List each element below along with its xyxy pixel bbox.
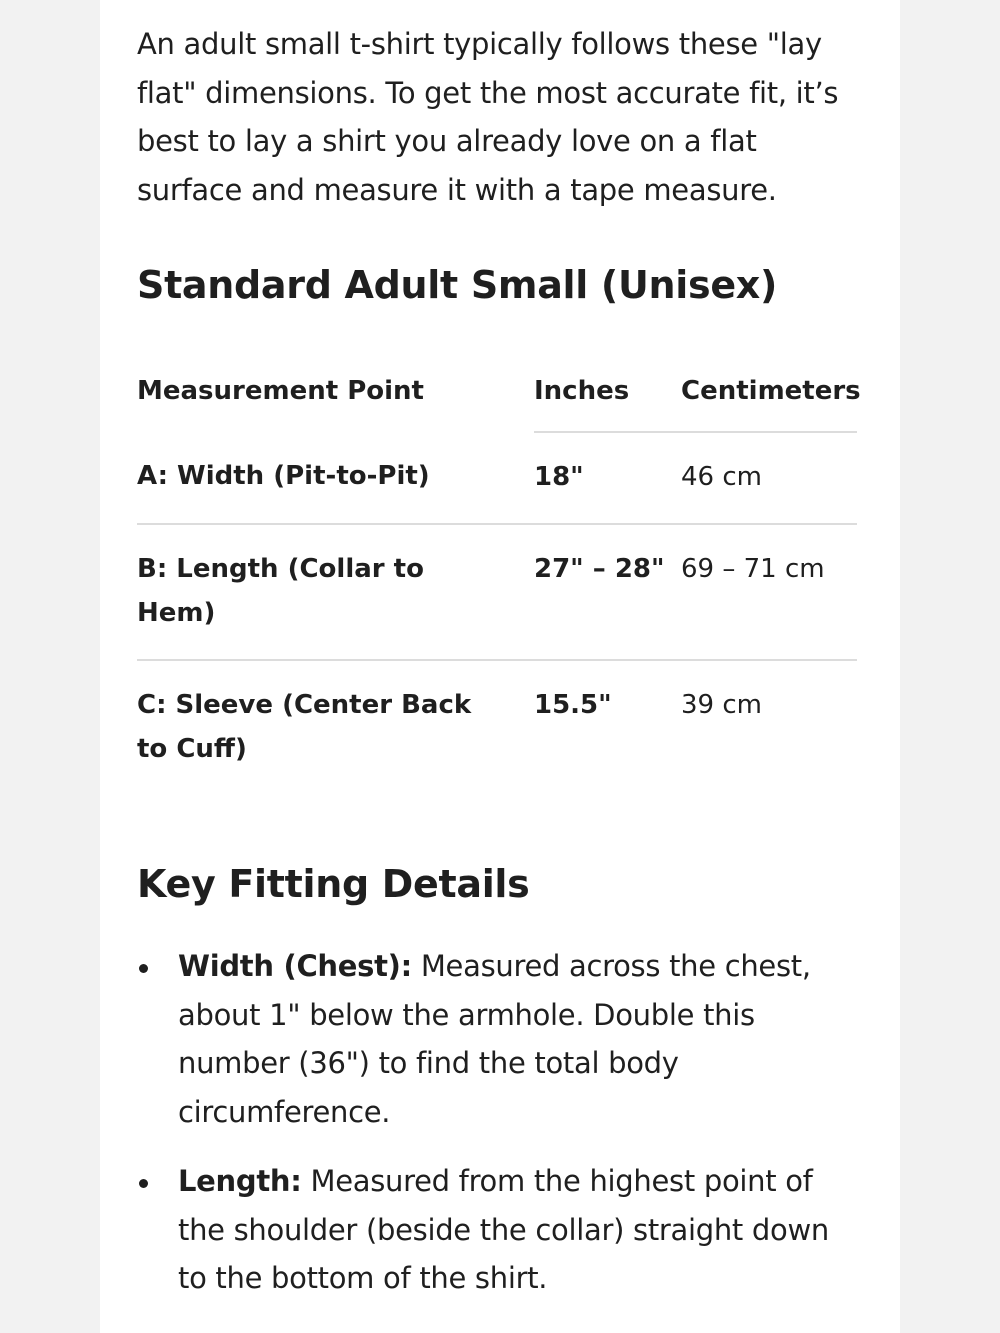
detail-text: Measured from the highest point of the shoulder (beside the collar) straight down to the bottom of the shirt. — [178, 1164, 829, 1295]
size-table — [137, 357, 861, 795]
row-point: A: Width (Pit-to-Pit) — [137, 432, 534, 524]
table-header-row — [137, 357, 857, 432]
row-cm: 39 cm — [681, 690, 762, 720]
row-inches: 27" – 28" — [534, 524, 681, 660]
list-item — [137, 942, 862, 1136]
row-cm: 46 cm — [681, 432, 857, 524]
details-heading: Key Fitting Details — [137, 862, 530, 906]
table-row — [137, 432, 857, 524]
detail-text: Measured across the chest, about 1" below the armhole. Double this number (36") to find the total body circumference. — [178, 949, 811, 1129]
table-row — [137, 524, 857, 660]
intro-paragraph: An adult small t-shirt typically follows these "lay flat" dimensions. To get the most accurate fit, it’s best to lay a shirt you already love on a flat surface and measure it with a tape measure. — [137, 27, 839, 207]
header-inches: Inches — [534, 357, 681, 432]
bullet-icon — [139, 964, 148, 973]
row-point: C: Sleeve (Center Back to Cuff) — [137, 690, 472, 764]
bullet-icon — [139, 1179, 148, 1188]
row-cm: 69 – 71 cm — [681, 524, 857, 660]
row-inches: 15.5" — [534, 690, 612, 720]
row-point: B: Length (Collar to Hem) — [137, 524, 534, 660]
row-inches: 18" — [534, 432, 681, 524]
detail-term: Width (Chest): — [178, 949, 412, 983]
detail-term: Length: — [178, 1164, 302, 1198]
header-measurement-point: Measurement Point — [137, 376, 424, 406]
article-page — [100, 0, 900, 1333]
table-row — [137, 660, 857, 795]
header-centimeters: Centimeters — [681, 357, 857, 432]
details-list — [137, 942, 862, 1324]
list-item — [137, 1157, 862, 1303]
size-heading: Standard Adult Small (Unisex) — [137, 263, 778, 307]
